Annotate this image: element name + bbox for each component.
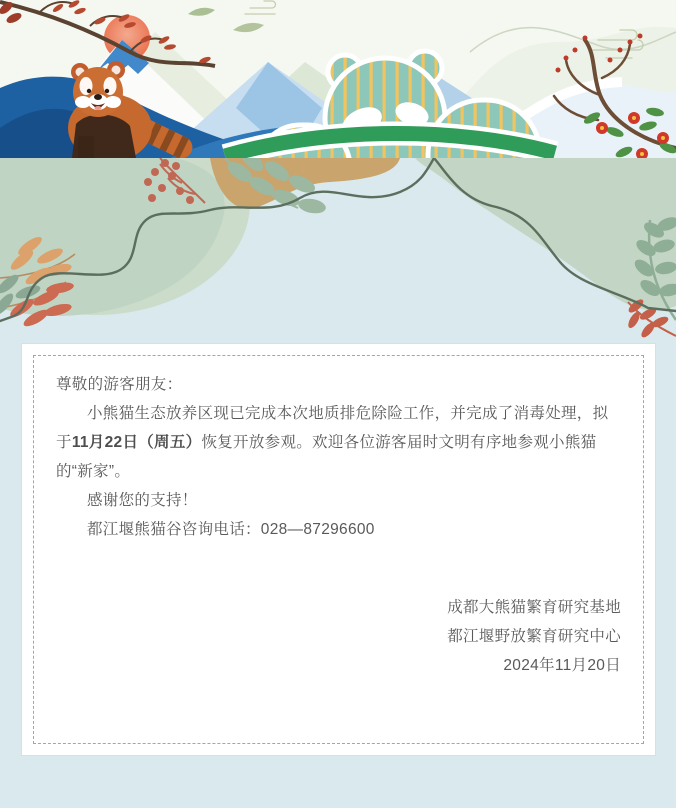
decorative-band (0, 158, 676, 343)
paragraph-text-rest: 恢复开放参观。欢迎各位游客届时文明有序地参观小熊猫的“新家”。 (56, 434, 597, 480)
notice-paragraph (56, 399, 621, 486)
notice-date: 2024年11月20日 (503, 657, 621, 674)
header-illustration (0, 0, 676, 158)
signature-block (56, 593, 621, 680)
phone-line: 都江堰熊猫谷咨询电话：028—87296600 (87, 521, 375, 538)
notice-card (21, 343, 656, 756)
greeting-text: 尊敬的游客朋友： (56, 376, 183, 393)
paragraph-text-pre: 小熊猫生态放养区现已完成本次地质排危除险工作，并完成了消毒处理，拟于 (56, 405, 609, 451)
notice-dashed-border (33, 355, 644, 744)
thanks-text: 感谢您的支持！ (87, 492, 198, 509)
reopen-date-text: 11月22日（周五） (71, 434, 202, 451)
signature-org-1: 成都大熊猫繁育研究基地 (447, 599, 621, 616)
signature-org-2: 都江堰野放繁育研究中心 (447, 628, 621, 645)
